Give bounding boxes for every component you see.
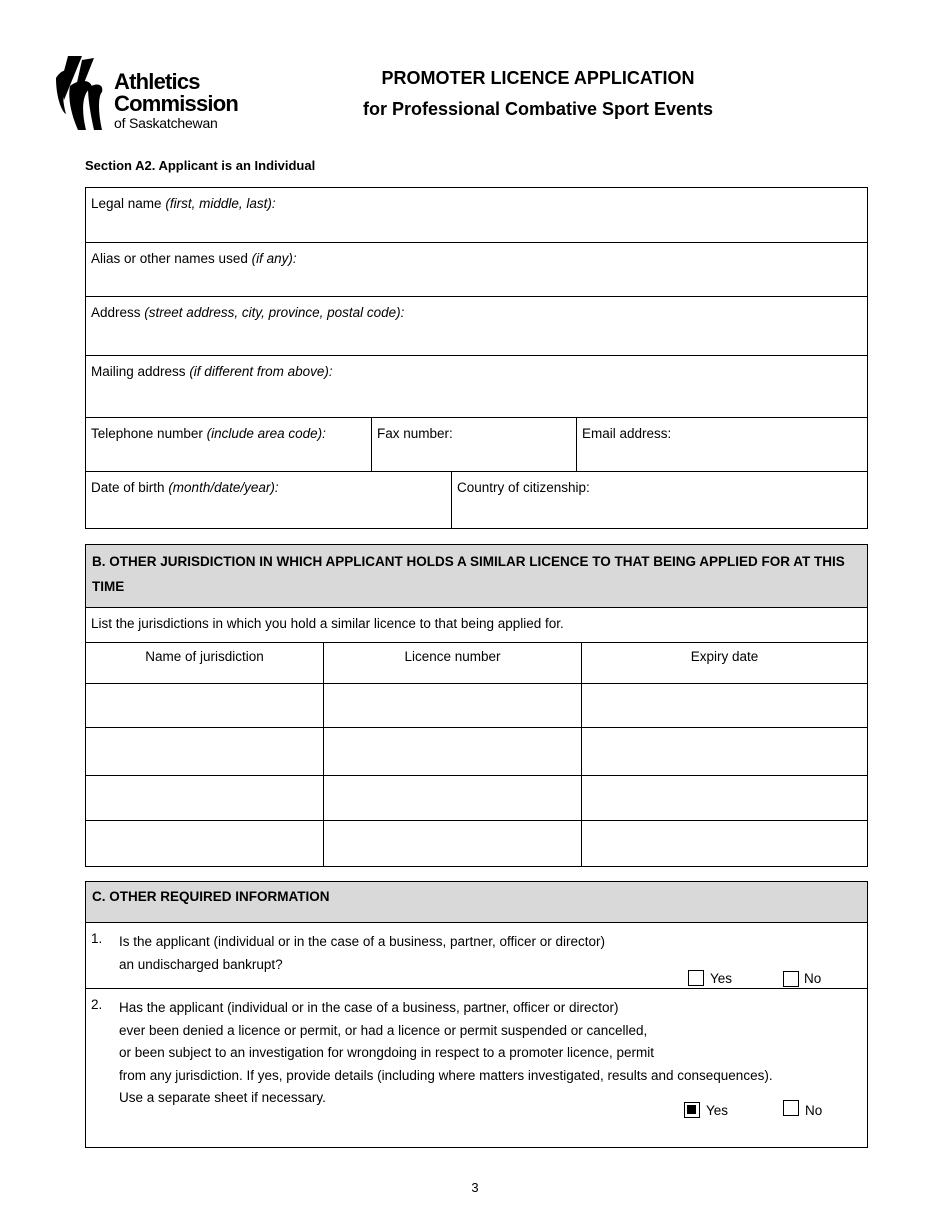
question-2 xyxy=(86,989,868,1148)
citizenship-label: Country of citizenship: xyxy=(457,480,590,495)
question-1-line: Is the applicant (individual or in the case of a business, partner, officer or director) xyxy=(119,934,606,949)
email-label: Email address: xyxy=(582,426,672,441)
section-b-instruction xyxy=(86,608,868,643)
question-1-yes-checkbox[interactable] xyxy=(688,970,704,986)
expiry-date-input[interactable] xyxy=(582,821,868,867)
section-c-heading: C. OTHER REQUIRED INFORMATION xyxy=(86,882,868,923)
other-jurisdictions-table xyxy=(85,544,868,867)
column-header-expiry-date: Expiry date xyxy=(582,643,868,684)
question-1-line: an undischarged bankrupt? xyxy=(119,956,283,972)
fax-label: Fax number: xyxy=(377,426,453,441)
logo-text-commission: Commission xyxy=(114,91,239,116)
question-2-line: ever been denied a licence or permit, or had a licence or permit suspended or cancelled, xyxy=(119,1022,648,1038)
expiry-date-input[interactable] xyxy=(582,684,868,728)
logo-text-saskatchewan: of Saskatchewan xyxy=(114,115,218,131)
question-1-no-label: No xyxy=(804,971,822,986)
date-of-birth-label: Date of birth xyxy=(91,480,165,495)
table-row xyxy=(86,821,868,867)
question-1-no-checkbox[interactable] xyxy=(783,971,799,987)
telephone-field[interactable] xyxy=(86,418,372,472)
other-required-info-table xyxy=(85,881,868,1148)
licence-number-input[interactable] xyxy=(324,821,582,867)
jurisdiction-input[interactable] xyxy=(86,684,324,728)
question-2-line: Has the applicant (individual or in the case of a business, partner, officer or director) xyxy=(119,1000,619,1015)
section-b-instruction-text: List the jurisdictions in which you hold a similar licence to that being applied for. xyxy=(91,616,564,631)
address-field[interactable] xyxy=(86,297,868,356)
question-2-yes-label: Yes xyxy=(706,1103,729,1118)
legal-name-field[interactable] xyxy=(86,188,868,243)
column-header-jurisdiction: Name of jurisdiction xyxy=(86,643,324,684)
question-2-line: Use a separate sheet if necessary. xyxy=(119,1090,326,1105)
question-1-number: 1. xyxy=(91,931,103,946)
address-hint: (street address, city, province, postal code): xyxy=(144,305,405,320)
email-field[interactable] xyxy=(577,418,868,472)
alias-hint: (if any): xyxy=(251,251,297,266)
jurisdiction-input[interactable] xyxy=(86,776,324,821)
fax-field[interactable] xyxy=(372,418,577,472)
mailing-address-label: Mailing address xyxy=(91,364,186,379)
question-1-text xyxy=(119,931,605,976)
commission-logo xyxy=(52,52,252,138)
question-2-line: or been subject to an investigation for wrongdoing in respect to a promoter licence, permit xyxy=(119,1045,655,1060)
telephone-hint: (include area code): xyxy=(206,426,326,441)
table-row xyxy=(86,776,868,821)
question-2-no-label: No xyxy=(805,1103,823,1118)
licence-number-input[interactable] xyxy=(324,684,582,728)
licence-number-input[interactable] xyxy=(324,776,582,821)
alias-field[interactable] xyxy=(86,243,868,297)
section-b-heading: B. OTHER JURISDICTION IN WHICH APPLICANT HOLDS A SIMILAR LICENCE TO THAT BEING APPLIED FOR AT THIS TIME xyxy=(86,545,868,608)
question-2-yes-checkbox[interactable] xyxy=(684,1102,700,1118)
table-row xyxy=(86,728,868,776)
jurisdiction-input[interactable] xyxy=(86,728,324,776)
question-1-yes-label: Yes xyxy=(710,971,733,986)
mailing-address-field[interactable] xyxy=(86,356,868,418)
question-1 xyxy=(86,923,868,989)
mailing-address-hint: (if different from above): xyxy=(189,364,333,379)
date-of-birth-hint: (month/date/year): xyxy=(168,480,279,495)
alias-label: Alias or other names used xyxy=(91,251,248,266)
legal-name-label: Legal name xyxy=(91,196,162,211)
licence-number-input[interactable] xyxy=(324,728,582,776)
legal-name-hint: (first, middle, last): xyxy=(165,196,276,211)
citizenship-field[interactable] xyxy=(452,472,868,529)
applicant-details-table xyxy=(85,187,868,529)
date-of-birth-field[interactable] xyxy=(86,472,452,529)
athlete-swoosh-icon xyxy=(52,52,108,136)
telephone-label: Telephone number xyxy=(91,426,203,441)
column-header-licence-number: Licence number xyxy=(324,643,582,684)
expiry-date-input[interactable] xyxy=(582,776,868,821)
page-number: 3 xyxy=(471,1180,479,1195)
address-label: Address xyxy=(91,305,141,320)
section-a2-label: Section A2. Applicant is an Individual xyxy=(85,158,316,173)
question-2-text xyxy=(119,997,773,1110)
logo-text-athletics: Athletics xyxy=(114,69,200,94)
jurisdiction-input[interactable] xyxy=(86,821,324,867)
form-title: PROMOTER LICENCE APPLICATION xyxy=(381,68,695,88)
question-2-number: 2. xyxy=(91,997,103,1012)
form-subtitle: for Professional Combative Sport Events xyxy=(362,99,714,119)
question-2-no-checkbox[interactable] xyxy=(783,1100,799,1116)
question-2-line: from any jurisdiction. If yes, provide details (including where matters investigated, results and consequences). xyxy=(119,1067,773,1083)
table-row xyxy=(86,684,868,728)
expiry-date-input[interactable] xyxy=(582,728,868,776)
